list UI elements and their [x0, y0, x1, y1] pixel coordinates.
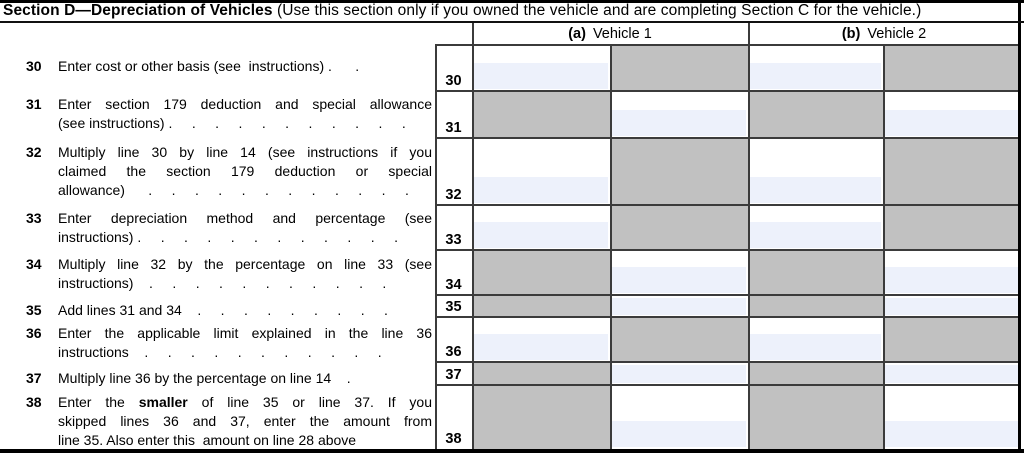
line35-v1R-cell	[610, 295, 748, 317]
line34-v2L-shaded	[748, 250, 883, 295]
line-number: 35	[26, 302, 42, 318]
grid-line	[435, 44, 1020, 46]
line-number: 34	[445, 277, 462, 293]
line-number: 30	[26, 58, 42, 74]
line31-number-cell	[435, 91, 472, 138]
row-label-line37	[26, 369, 433, 388]
line38-number-cell	[435, 385, 472, 449]
label-text: instructions) . . . . . . . . . . . .	[58, 229, 398, 245]
label-text: Enter the applicable limit explained in the line 36	[58, 325, 432, 341]
row-label-line38	[26, 393, 433, 450]
line32-number-cell	[435, 138, 472, 205]
grid-line	[435, 137, 1020, 139]
line33-vehicle1-input[interactable]	[474, 222, 608, 248]
line35-vehicle2-input[interactable]	[885, 298, 1018, 315]
line35-v2R-cell	[883, 295, 1020, 317]
line32-v1R-shaded	[610, 138, 748, 205]
line32-vehicle1-input[interactable]	[474, 177, 608, 203]
line33-number-cell	[435, 205, 472, 250]
label-text: (see instructions) . . . . . . . . . . .	[58, 115, 406, 131]
label-text: Multiply line 30 by line 14 (see instructions if you	[58, 144, 432, 160]
line36-vehicle2-input[interactable]	[750, 334, 881, 360]
line-number: 31	[26, 96, 42, 112]
row-label-line34	[26, 255, 433, 293]
column-letter: (b)	[841, 25, 861, 42]
label-text: Add lines 31 and 34 . . . . . . . . .	[58, 302, 388, 318]
line35-v1L-shaded	[472, 295, 610, 317]
line34-v2R-cell	[883, 250, 1020, 295]
section-title-note: (Use this section only if you owned the vehicle and are completing Section C for the vehicle.)	[272, 2, 922, 19]
label-text: Multiply line 32 by the percentage on line 33 (see	[58, 256, 432, 272]
line33-v2L-cell	[748, 205, 883, 250]
row-label-line32	[26, 143, 433, 200]
line38-v1R-cell	[610, 385, 748, 449]
grid-line	[435, 90, 1020, 92]
line31-v2R-cell	[883, 91, 1020, 138]
grid-line	[883, 44, 885, 449]
label-text: skipped lines 36 and 37, enter the amount from	[58, 413, 432, 429]
section-title-bold: Section D—Depreciation of Vehicles	[3, 2, 273, 19]
line37-vehicle1-input[interactable]	[612, 365, 746, 383]
line37-v2L-shaded	[748, 362, 883, 385]
section-title	[3, 2, 921, 20]
line-number: 37	[445, 367, 462, 383]
line38-vehicle2-input[interactable]	[885, 421, 1018, 447]
line30-vehicle1-input[interactable]	[474, 63, 608, 89]
grid-line	[435, 384, 1020, 386]
line38-v2R-cell	[883, 385, 1020, 449]
line37-v1L-shaded	[472, 362, 610, 385]
line36-v1R-shaded	[610, 317, 748, 362]
line-number: 36	[445, 344, 462, 360]
label-text: instructions . . . . . . . . . . .	[58, 344, 382, 360]
line32-vehicle2-input[interactable]	[750, 177, 881, 203]
line34-v1L-shaded	[472, 250, 610, 295]
line37-v1R-cell	[610, 362, 748, 385]
line32-v2L-cell	[748, 138, 883, 205]
line31-v1L-shaded	[472, 91, 610, 138]
row-label-line31	[26, 95, 433, 133]
row-label-line35	[26, 301, 433, 320]
label-text	[58, 393, 432, 412]
line-number: 38	[26, 394, 42, 410]
line38-vehicle1-input[interactable]	[612, 421, 746, 447]
line30-v2L-cell	[748, 45, 883, 91]
line-number: 36	[26, 325, 42, 341]
line30-v2R-shaded	[883, 45, 1020, 91]
column-label: Vehicle 1	[592, 25, 652, 42]
line32-v2R-shaded	[883, 138, 1020, 205]
line38-v2L-shaded	[748, 385, 883, 449]
grid-line	[435, 361, 1020, 363]
column-letter: (a)	[568, 25, 586, 42]
grid-line	[610, 44, 612, 449]
line-number: 31	[445, 120, 462, 136]
line33-v2R-shaded	[883, 205, 1020, 250]
line36-number-cell	[435, 317, 472, 362]
grid-line	[472, 23, 474, 449]
line31-vehicle1-input[interactable]	[612, 110, 746, 136]
line38-v1L-shaded	[472, 385, 610, 449]
label-text: Multiply line 36 by the percentage on line 14 .	[58, 370, 351, 386]
line34-v1R-cell	[610, 250, 748, 295]
line-number: 37	[26, 370, 42, 386]
label-text-part: of line 35 or line 37. If you	[187, 394, 432, 410]
line-number: 33	[26, 210, 42, 226]
line32-v1L-cell	[472, 138, 610, 205]
row-label-line30	[26, 57, 433, 76]
column-label: Vehicle 2	[867, 25, 927, 42]
label-text: Enter cost or other basis (see instructions) . .	[58, 58, 360, 74]
line31-v2L-shaded	[748, 91, 883, 138]
label-text: instructions) . . . . . . . . . . .	[58, 275, 387, 291]
grid-line	[435, 44, 437, 449]
line34-number-cell	[435, 250, 472, 295]
line36-vehicle1-input[interactable]	[474, 334, 608, 360]
label-text: line 35. Also enter this amount on line 28 above	[58, 432, 357, 448]
label-text: claimed the section 179 deduction or special	[58, 163, 432, 179]
line33-v1L-cell	[472, 205, 610, 250]
line-number: 33	[445, 232, 462, 248]
line30-vehicle2-input[interactable]	[750, 63, 881, 89]
line33-vehicle2-input[interactable]	[750, 222, 881, 248]
grid-line	[435, 204, 1020, 206]
line35-v2L-shaded	[748, 295, 883, 317]
grid-line	[435, 294, 1020, 296]
line-number: 34	[26, 256, 42, 272]
line-number: 30	[445, 73, 462, 89]
label-text-bold: smaller	[138, 394, 188, 410]
line-number: 35	[445, 299, 462, 315]
line36-v2L-cell	[748, 317, 883, 362]
line33-v1R-shaded	[610, 205, 748, 250]
line37-number-cell	[435, 362, 472, 385]
grid-line	[435, 249, 1020, 251]
line35-vehicle1-input[interactable]	[612, 298, 746, 315]
line37-v2R-cell	[883, 362, 1020, 385]
line36-v1L-cell	[472, 317, 610, 362]
row-label-line36	[26, 324, 433, 362]
grid-line	[435, 316, 1020, 318]
line34-vehicle1-input[interactable]	[612, 267, 746, 293]
line34-vehicle2-input[interactable]	[885, 267, 1018, 293]
grid-line	[748, 23, 750, 449]
column-header-vehicle1	[472, 23, 748, 44]
label-text: allowance) . . . . . . . . . . . .	[58, 182, 409, 198]
label-text-part: Enter the	[58, 394, 139, 410]
table-right-border	[1018, 2, 1021, 452]
line36-v2R-shaded	[883, 317, 1020, 362]
line37-vehicle2-input[interactable]	[885, 365, 1018, 383]
line-number: 32	[445, 187, 462, 203]
line31-v1R-cell	[610, 91, 748, 138]
line30-v1R-shaded	[610, 45, 748, 91]
line-number: 32	[26, 144, 42, 160]
column-header-vehicle2	[748, 23, 1020, 44]
row-label-line33	[26, 209, 433, 247]
line35-number-cell	[435, 295, 472, 317]
label-text: Enter section 179 deduction and special allowance	[58, 96, 432, 112]
line30-v1L-cell	[472, 45, 610, 91]
label-text: Enter depreciation method and percentage (see	[58, 210, 432, 226]
line30-number-cell	[435, 45, 472, 91]
line-number: 38	[445, 431, 462, 447]
line31-vehicle2-input[interactable]	[885, 110, 1018, 136]
